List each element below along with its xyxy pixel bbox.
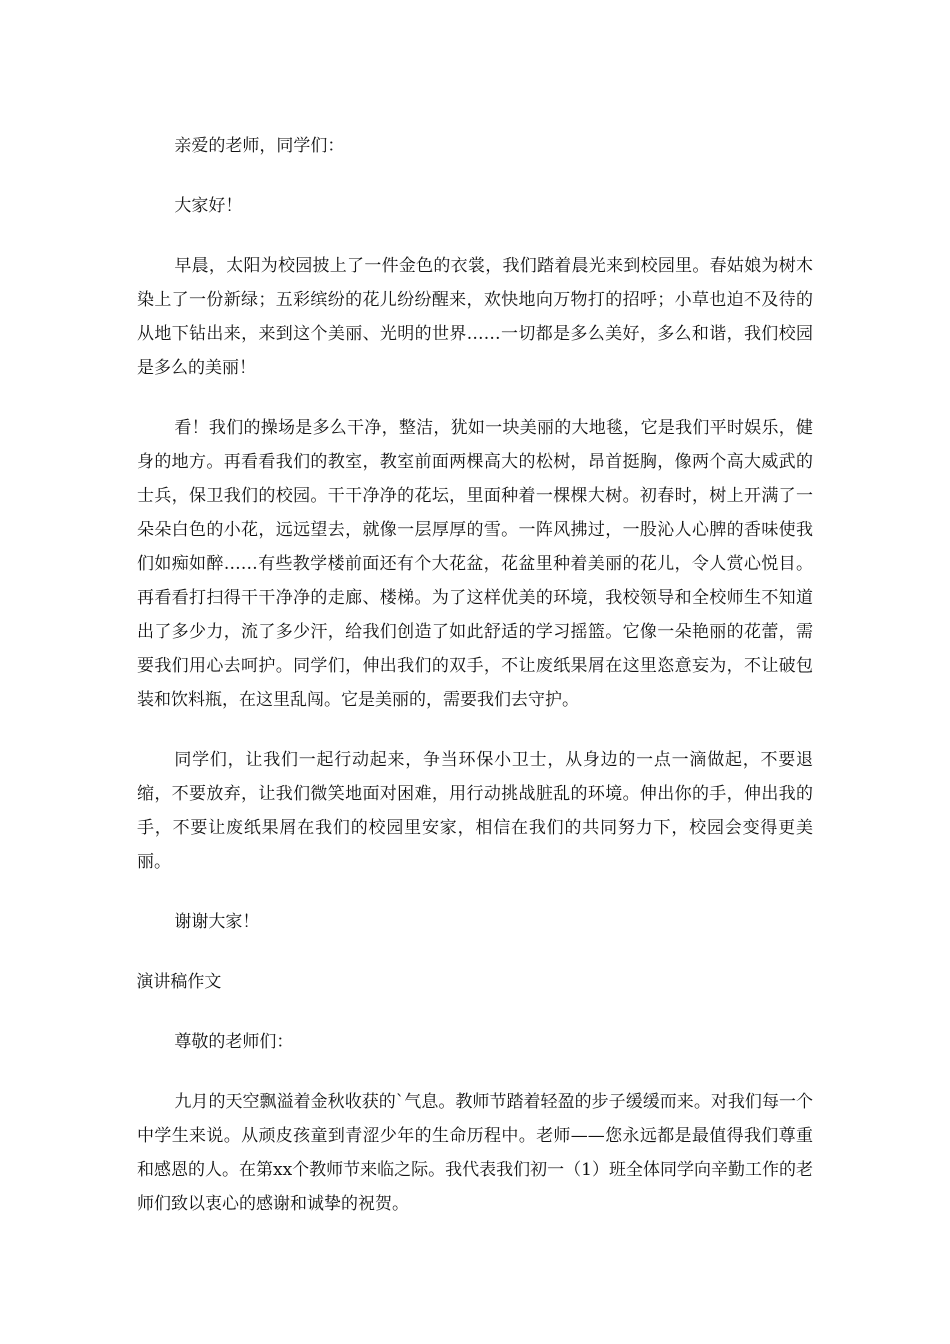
paragraph-morning: 早晨，太阳为校园披上了一件金色的衣裳，我们踏着晨光来到校园里。春姑娘为树木染上了一份新绿；五彩缤纷的花儿纷纷醒来，欢快地向万物打的招呼；小草也迫不及待的从地下钻出来，来到这个美丽、光明的世界……一切都是多么美好，多么和谐，我们校园是多么的美丽！	[137, 256, 813, 378]
salutation: 亲爱的老师，同学们：	[174, 136, 345, 156]
paragraph-campus: 看！我们的操场是多么干净，整洁，犹如一块美丽的大地毯，它是我们平时娱乐，健身的地方。再看看我们的教室，教室前面两棵高大的松树，昂首挺胸，像两个高大威武的士兵，保卫我们的校园。干干净净的花坛，里面种着一棵棵大树。初春时，树上开满了一朵朵白色的小花，远远望去，就像一层厚厚的雪。一阵风拂过，一股沁人心脾的香味使我们如痴如醉……有些教学楼前面还有个大花盆，花盆里种着美丽的花儿，令人赏心悦目。再看看打扫得干干净净的走廊、楼梯。为了这样优美的环境，我校领导和全校师生不知道出了多少力，流了多少汗，给我们创造了如此舒适的学习摇篮。它像一朵艳丽的花蕾，需要我们用心去呵护。同学们，伸出我们的双手，不让废纸果屑在这里恣意妄为，不让破包装和饮料瓶，在这里乱闯。它是美丽的，需要我们去守护。	[137, 418, 813, 710]
document-body	[137, 129, 813, 1247]
salutation-2: 尊敬的老师们：	[174, 1032, 294, 1052]
closing-thanks: 谢谢大家！	[174, 912, 260, 932]
paragraph-teachers-day: 九月的天空飘溢着金秋收获的`气息。教师节踏着轻盈的步子缓缓而来。对我们每一个中学生来说。从顽皮孩童到青涩少年的生命历程中。老师——您永远都是最值得我们尊重和感恩的人。在第xx个教师节来临之际。我代表我们初一（1）班全体同学向辛勤工作的老师们致以衷心的感谢和诚挚的祝贺。	[137, 1092, 813, 1214]
section-title: 演讲稿作文	[136, 972, 222, 992]
greeting: 大家好！	[174, 196, 243, 216]
paragraph-call-to-action: 同学们，让我们一起行动起来，争当环保小卫士，从身边的一点一滴做起，不要退缩，不要放弃，让我们微笑地面对困难，用行动挑战脏乱的环境。伸出你的手，伸出我的手，不要让废纸果屑在我们的校园里安家，相信在我们的共同努力下，校园会变得更美丽。	[137, 750, 813, 872]
